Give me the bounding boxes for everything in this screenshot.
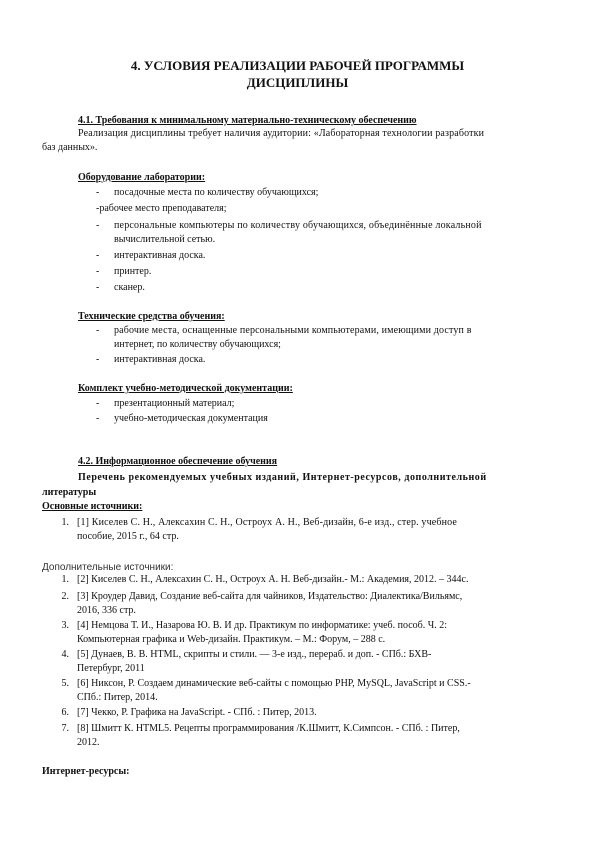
section-4-2-sub-line2: литературы xyxy=(42,487,97,498)
lab-item-3-line2: вычислительной сетью. xyxy=(114,234,216,245)
extra-source-line2: 2016, 336 стр. xyxy=(77,605,136,616)
tech-heading: Технические средства обучения: xyxy=(78,311,225,322)
extra-source-line1: [4] Немцова Т. И., Назарова Ю. В. И др. Практикум по информатике: учеб. пособ. Ч. 2: xyxy=(77,620,448,631)
extra-source-number: 1. xyxy=(61,574,69,585)
lab-dash-4: - xyxy=(96,250,100,261)
section-4-1-para-line1: Реализация дисциплины требует наличия аудитории: «Лабораторная технологии разработки xyxy=(78,128,485,139)
lab-item-4: интерактивная доска. xyxy=(114,250,206,261)
chapter-title xyxy=(60,57,535,91)
lab-dash-1: - xyxy=(96,187,100,198)
docs-heading: Комплект учебно-методической документации: xyxy=(78,383,293,394)
section-4-1-para-line2: баз данных». xyxy=(42,142,98,153)
tech-dash-2: - xyxy=(96,354,100,365)
section-4-2-sub-line1: Перечень рекомендуемых учебных изданий, Интернет-ресурсов, дополнительной xyxy=(78,472,487,483)
chapter-title-line2: ДИСЦИПЛИНЫ xyxy=(246,75,349,90)
lab-item-6: сканер. xyxy=(114,282,145,293)
tech-item-1-line1: рабочие места, оснащенные персональными компьютерами, имеющими доступ в xyxy=(114,325,472,336)
extra-source-number: 3. xyxy=(61,620,69,631)
extra-source-line2: СПб.: Питер, 2014. xyxy=(77,692,158,703)
lab-heading: Оборудование лаборатории: xyxy=(78,172,206,183)
extra-source-line1: [7] Чекко, Р. Графика на JavaScript. - СПб. : Питер, 2013. xyxy=(77,707,317,718)
extra-source-line2: 2012. xyxy=(77,737,100,748)
docs-dash-2: - xyxy=(96,413,100,424)
extra-sources-heading: Дополнительные источники: xyxy=(42,562,174,573)
tech-dash-1: - xyxy=(96,325,100,336)
extra-source-line1: [2] Киселев С. Н., Алексахин С. Н., Остроух А. Н. Веб-дизайн.- М.: Академия, 2012. – 344с. xyxy=(77,574,469,585)
chapter-title-line1: 4. УСЛОВИЯ РЕАЛИЗАЦИИ РАБОЧЕЙ ПРОГРАММЫ xyxy=(130,58,465,73)
extra-source-number: 7. xyxy=(61,723,69,734)
extra-source-line2: Компьютерная графика и Web-дизайн. Практикум. – М.: Форум, – 288 с. xyxy=(77,634,386,645)
lab-item-3-line1: персональные компьютеры по количеству обучающихся, объединённые локальной xyxy=(114,220,482,231)
extra-source-line1: [8] Шмитт К. HTML5. Рецепты программирования /К.Шмитт, К.Симпсон. - СПб. : Питер, xyxy=(77,723,460,734)
lab-item-5: принтер. xyxy=(114,266,152,277)
lab-item-1: посадочные места по количеству обучающихся; xyxy=(114,187,319,198)
extra-source-number: 6. xyxy=(61,707,69,718)
docs-item-2: учебно-методическая документация xyxy=(114,413,268,424)
section-4-2-heading: 4.2. Информационное обеспечение обучения xyxy=(78,456,278,467)
main-source-number: 1. xyxy=(61,517,69,528)
lab-dash-5: - xyxy=(96,266,100,277)
extra-source-line1: [5] Дунаев, В. В. HTML, скрипты и стили. — 3-е изд., перераб. и доп. - СПб.: БХВ- xyxy=(77,649,432,660)
extra-source-number: 4. xyxy=(61,649,69,660)
extra-source-line1: [6] Никсон, Р. Создаем динамические веб-сайты с помощью PHP, MySQL, JavaScript и CSS.- xyxy=(77,678,471,689)
docs-item-1: презентационный материал; xyxy=(114,398,235,409)
extra-source-line1: [3] Кроудер Давид, Создание веб-сайта для чайников, Издательство: Диалектика/Вильямс, xyxy=(77,591,463,602)
lab-item-2: -рабочее место преподавателя; xyxy=(96,203,227,214)
docs-dash-1: - xyxy=(96,398,100,409)
tech-item-1-line2: интернет, по количеству обучающихся; xyxy=(114,339,281,350)
extra-source-line2: Петербург, 2011 xyxy=(77,663,145,674)
section-4-1-heading: 4.1. Требования к минимальному материально-техническому обеспечению xyxy=(78,115,417,126)
tech-item-2: интерактивная доска. xyxy=(114,354,206,365)
lab-dash-3: - xyxy=(96,220,100,231)
main-source-line2: пособие, 2015 г., 64 стр. xyxy=(77,531,179,542)
extra-source-number: 5. xyxy=(61,678,69,689)
main-sources-heading: Основные источники: xyxy=(42,501,143,512)
lab-dash-6: - xyxy=(96,282,100,293)
extra-source-number: 2. xyxy=(61,591,69,602)
main-source-line1: [1] Киселев С. Н., Алексахин С. Н., Остроух А. Н., Веб-дизайн, 6-е изд., стер. учебное xyxy=(77,517,457,528)
internet-resources-heading: Интернет-ресурсы: xyxy=(42,766,130,777)
